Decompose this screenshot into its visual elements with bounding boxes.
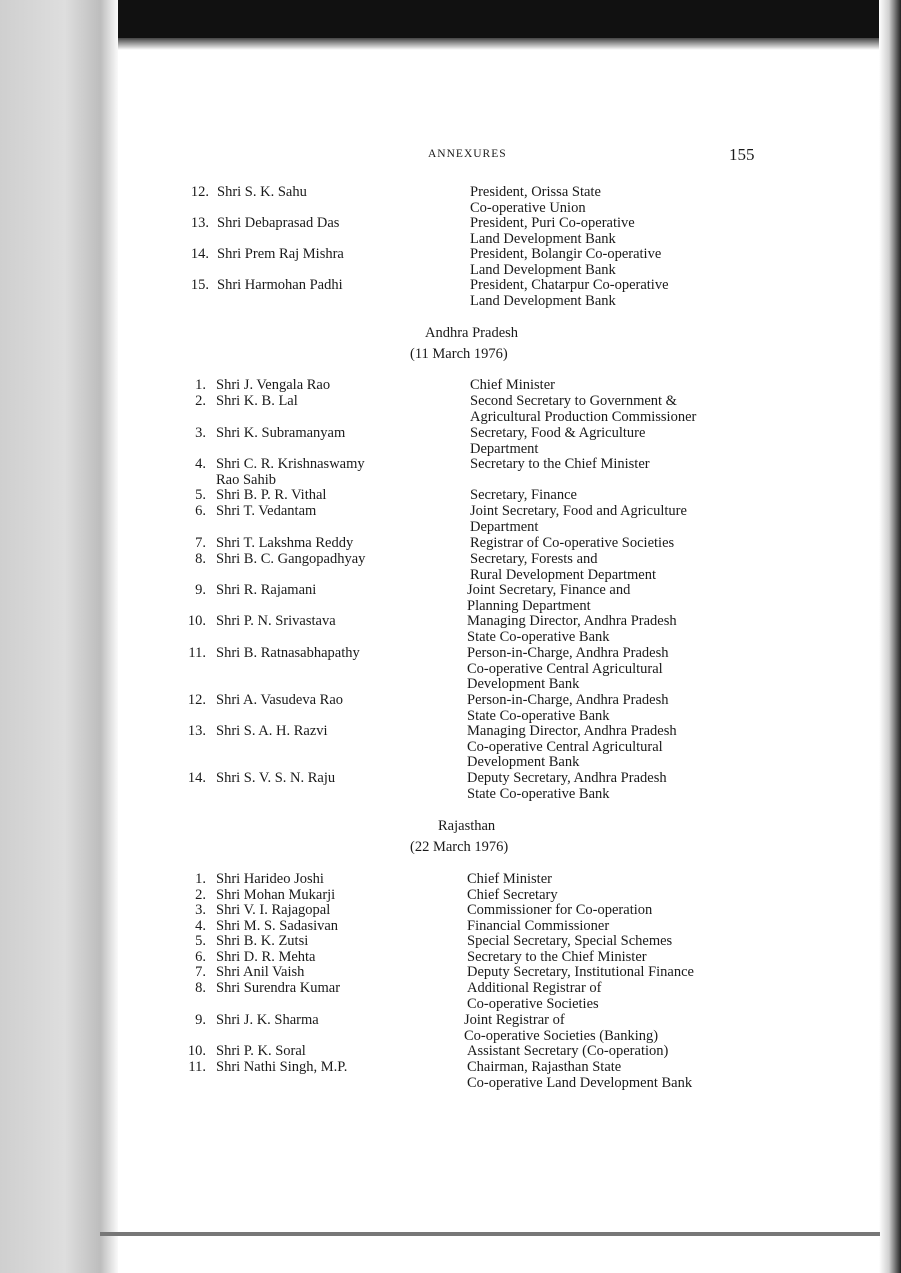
member-name: Shri C. R. Krishnaswamy Rao Sahib	[216, 456, 365, 488]
member-designation: Secretary to the Chief Minister	[470, 456, 650, 472]
member-designation: Person-in-Charge, Andhra Pradesh State Co-operative Bank	[467, 692, 669, 724]
member-name: Shri S. K. Sahu	[217, 184, 307, 200]
member-designation: Commissioner for Co-operation	[467, 902, 653, 918]
member-name: Shri T. Lakshma Reddy	[216, 535, 354, 551]
item-number: 5.	[195, 487, 206, 503]
page-number: 155	[729, 145, 755, 164]
item-number: 15.	[190, 277, 209, 293]
member-designation: President, Chatarpur Co-operative Land Development Bank	[470, 277, 669, 309]
item-number: 8.	[195, 980, 206, 996]
item-number: 12.	[190, 184, 209, 200]
member-name: Shri A. Vasudeva Rao	[216, 692, 344, 708]
member-designation: Joint Secretary, Finance and Planning Department	[467, 582, 631, 614]
member-name: Shri P. N. Srivastava	[216, 613, 336, 629]
item-number: 1.	[195, 377, 206, 393]
item-number: 4.	[195, 456, 206, 472]
item-number: 8.	[195, 551, 206, 567]
scan-top-shadow	[0, 38, 901, 50]
item-number: 11.	[188, 645, 206, 661]
section-date-andhra: (11 March 1976)	[410, 346, 508, 362]
item-number: 13.	[190, 215, 209, 231]
item-number: 2.	[195, 393, 206, 409]
member-name: Shri S. A. H. Razvi	[216, 723, 328, 739]
member-designation: Chief Minister	[470, 377, 555, 393]
item-number: 1.	[195, 871, 206, 887]
member-name: Shri D. R. Mehta	[216, 949, 316, 965]
item-number: 12.	[187, 692, 206, 708]
member-designation: Secretary, Food & Agriculture Department	[470, 425, 646, 457]
member-name: Shri J. Vengala Rao	[216, 377, 331, 393]
member-designation: Chairman, Rajasthan State Co-operative Land Development Bank	[467, 1059, 693, 1091]
member-designation: Managing Director, Andhra Pradesh State Co-operative Bank	[467, 613, 677, 645]
member-designation: Managing Director, Andhra Pradesh Co-operative Central Agricultural Development Bank	[467, 723, 677, 770]
member-designation: Deputy Secretary, Institutional Finance	[467, 964, 694, 980]
member-designation: Deputy Secretary, Andhra Pradesh State Co-operative Bank	[467, 770, 667, 802]
item-number: 7.	[195, 964, 206, 980]
item-number: 7.	[195, 535, 206, 551]
member-name: Shri M. S. Sadasivan	[216, 918, 339, 934]
member-name: Shri B. C. Gangopadhyay	[216, 551, 366, 567]
member-designation: Person-in-Charge, Andhra Pradesh Co-operative Central Agricultural Development Bank	[467, 645, 669, 692]
member-name: Shri K. Subramanyam	[216, 425, 346, 441]
member-designation: Secretary, Finance	[470, 487, 577, 503]
member-name: Shri Harideo Joshi	[216, 871, 324, 887]
member-designation: Assistant Secretary (Co-operation)	[467, 1043, 669, 1059]
item-number: 9.	[195, 582, 206, 598]
item-number: 10.	[187, 1043, 206, 1059]
member-name: Shri B. P. R. Vithal	[216, 487, 327, 503]
item-number: 14.	[187, 770, 206, 786]
section-date-rajasthan: (22 March 1976)	[410, 839, 509, 855]
member-designation: Secretary, Forests and Rural Development Department	[470, 551, 657, 583]
member-designation: Additional Registrar of Co-operative Societies	[467, 980, 602, 1012]
item-number: 9.	[195, 1012, 206, 1028]
member-name: Shri Mohan Mukarji	[216, 887, 336, 903]
item-number: 6.	[195, 949, 206, 965]
member-name: Shri Surendra Kumar	[216, 980, 341, 996]
scan-top-edge	[0, 0, 901, 40]
member-name: Shri Harmohan Padhi	[217, 277, 343, 293]
member-designation: Chief Minister	[467, 871, 552, 887]
item-number: 5.	[195, 933, 206, 949]
member-designation: Registrar of Co-operative Societies	[470, 535, 675, 551]
scan-bottom-edge	[100, 1232, 880, 1236]
member-name: Shri B. K. Zutsi	[216, 933, 309, 949]
scan-binding-shadow	[0, 0, 118, 1273]
item-number: 6.	[195, 503, 206, 519]
member-name: Shri Nathi Singh, M.P.	[216, 1059, 348, 1075]
item-number: 10.	[187, 613, 206, 629]
item-number: 13.	[187, 723, 206, 739]
member-name: Shri K. B. Lal	[216, 393, 298, 409]
scan-right-edge	[879, 0, 901, 1273]
running-header: ANNEXURES	[428, 148, 507, 160]
member-designation: Chief Secretary	[467, 887, 558, 903]
item-number: 11.	[188, 1059, 206, 1075]
member-name: Shri J. K. Sharma	[216, 1012, 319, 1028]
member-name: Shri T. Vedantam	[216, 503, 317, 519]
member-designation: Financial Commissioner	[467, 918, 610, 934]
member-designation: Joint Registrar of Co-operative Societies (Banking)	[464, 1012, 659, 1044]
item-number: 3.	[195, 425, 206, 441]
item-number: 3.	[195, 902, 206, 918]
member-designation: President, Bolangir Co-operative Land Development Bank	[470, 246, 662, 278]
item-number: 4.	[195, 918, 206, 934]
member-designation: Joint Secretary, Food and Agriculture Department	[470, 503, 687, 535]
member-name: Shri P. K. Soral	[216, 1043, 306, 1059]
section-title-rajasthan: Rajasthan	[438, 818, 496, 834]
item-number: 14.	[190, 246, 209, 262]
member-designation: Second Secretary to Government & Agricultural Production Commissioner	[470, 393, 697, 425]
member-designation: Special Secretary, Special Schemes	[467, 933, 673, 949]
member-name: Shri Anil Vaish	[216, 964, 305, 980]
member-designation: Secretary to the Chief Minister	[467, 949, 647, 965]
member-designation: President, Puri Co-operative Land Development Bank	[470, 215, 635, 247]
member-name: Shri Prem Raj Mishra	[217, 246, 344, 262]
member-name: Shri S. V. S. N. Raju	[216, 770, 336, 786]
member-name: Shri V. I. Rajagopal	[216, 902, 331, 918]
item-number: 2.	[195, 887, 206, 903]
member-name: Shri B. Ratnasabhapathy	[216, 645, 360, 661]
member-designation: President, Orissa State Co-operative Union	[470, 184, 601, 216]
member-name: Shri R. Rajamani	[216, 582, 317, 598]
member-name: Shri Debaprasad Das	[217, 215, 340, 231]
section-title-andhra: Andhra Pradesh	[425, 325, 519, 341]
